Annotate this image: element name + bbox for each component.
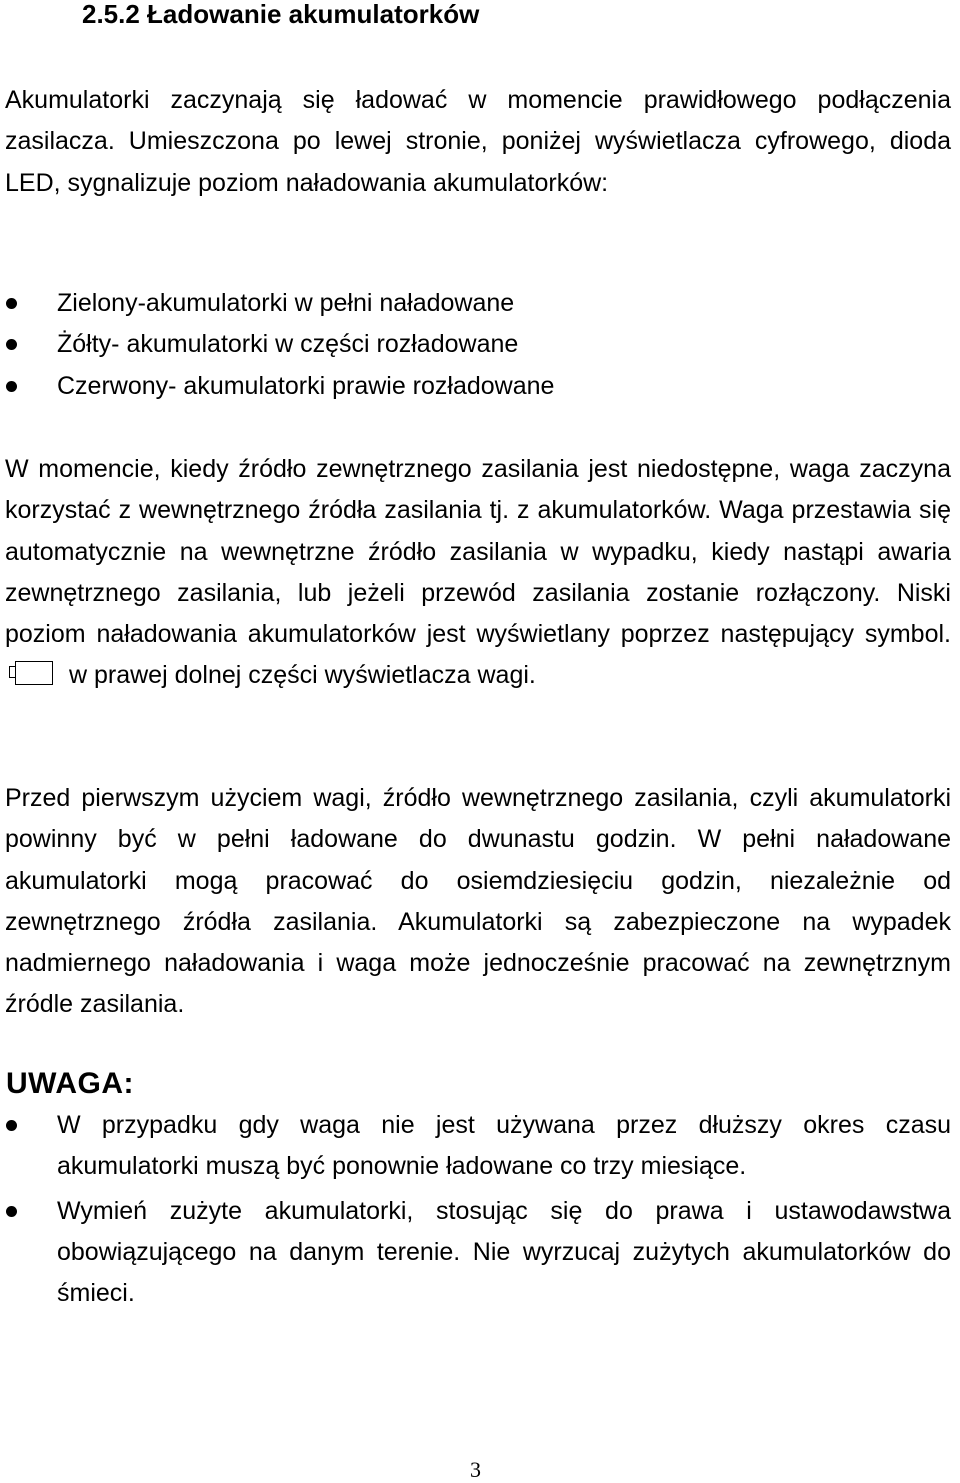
list-item [0,1191,951,1315]
warning-item-recharge: W przypadku gdy waga nie jest używana przez dłuższy okres czasu akumulatorki muszą być ponownie ładowane co trzy miesiące. [57,1111,951,1181]
list-item [0,1105,951,1188]
list-item [0,283,951,324]
bullet-icon [6,1120,17,1131]
warning-list [0,1105,951,1314]
warning-item-disposal: Wymień zużyte akumulatorki, stosując się do prawa i ustawodawstwa obowiązującego na danym terenie. Nie wyrzucaj zużytych akumulatorków do śmieci. [57,1196,951,1308]
led-status-list [0,283,951,407]
low-battery-icon [9,661,55,687]
section-heading: 2.5.2 Ładowanie akumulatorków [82,0,480,29]
page-number: 3 [470,1457,481,1482]
internal-power-paragraph [5,449,951,697]
charging-intro-paragraph: Akumulatorki zaczynają się ładować w momencie prawidłowego podłączenia zasilacza. Umieszczona po lewej stronie, poniżej wyświetlacza cyfrowego, dioda LED, sygnalizuje poziom naładowania akumulatorków: [5,86,951,197]
internal-power-text: W momencie, kiedy źródło zewnętrznego zasilania jest niedostępne, waga zaczyna korzystać z wewnętrznego źródła zasilania tj. z akumulatorków. Waga przestawia się automatycznie na wewnętrzne źródło zasilania w wypadku, kiedy nastąpi awaria zewnętrznego zasilania, lub jeżeli przewód zasilania zostanie rozłączony. Niski poziom naładowania akumulatorków jest wyświetlany poprzez następujący symbol. [5,455,951,649]
warning-title: UWAGA: [6,1067,134,1100]
led-status-green: Zielony-akumulatorki w pełni naładowane [57,289,515,317]
bullet-icon [6,1206,17,1217]
led-status-red: Czerwony- akumulatorki prawie rozładowane [57,371,555,400]
led-status-yellow: Żółty- akumulatorki w części rozładowane [57,330,519,359]
list-item [0,366,951,407]
bullet-icon [6,298,17,309]
internal-power-text-end: w prawej dolnej części wyświetlacza wagi. [69,661,536,690]
first-use-paragraph: Przed pierwszym użyciem wagi, źródło wewnętrznego zasilania, czyli akumulatorki powinny być w pełni ładowane do dwunastu godzin. W pełni naładowane akumulatorki mogą pracować do osiemdziesięciu godzin, niezależnie od zewnętrznego źródła zasilania. Akumulatorki są zabezpieczone na wypadek nadmiernego naładowania i waga może jednocześnie pracować na zewnętrznym źródle zasilania. [5,784,951,1019]
bullet-icon [6,381,17,392]
battery-body [15,661,53,685]
list-item [0,324,951,365]
bullet-icon [6,339,17,350]
